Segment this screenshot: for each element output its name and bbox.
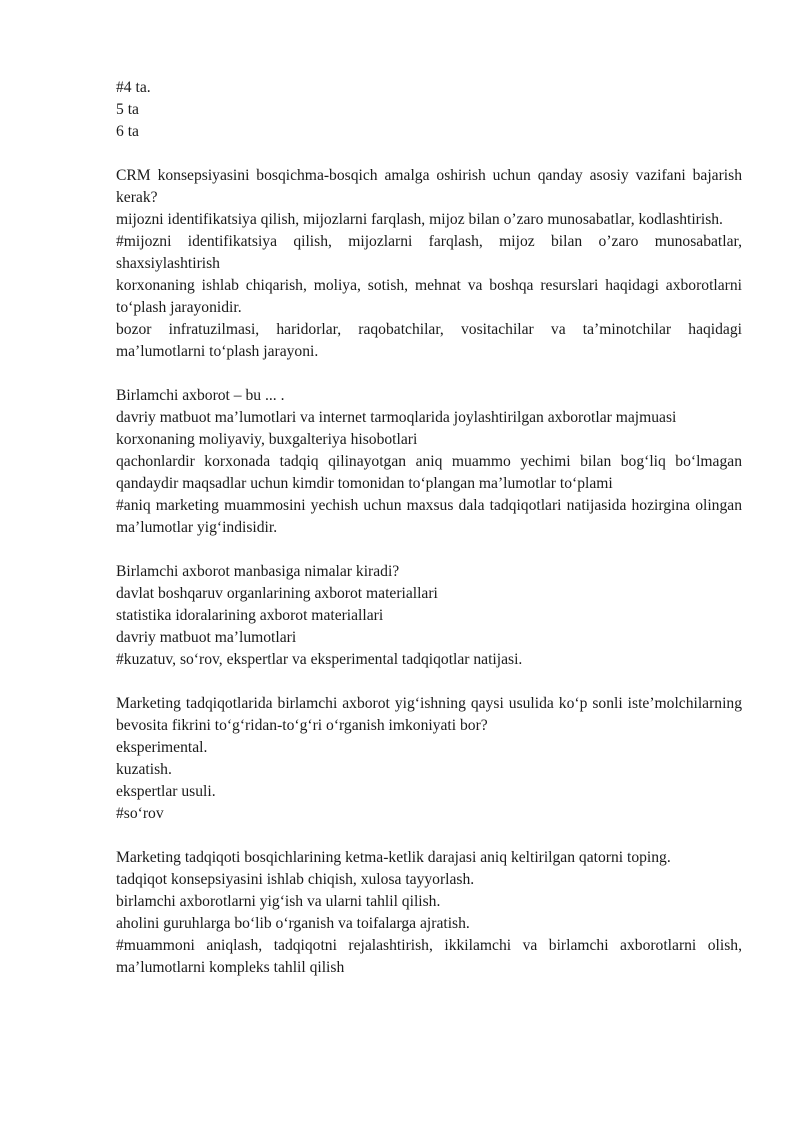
answer-option: aholini guruhlarga bo‘lib o‘rganish va toifalarga ajratish. xyxy=(116,915,470,932)
answer-option: statistika idoralarining axborot materiallari xyxy=(116,607,384,624)
answer-option: mijozni identifikatsiya qilish, mijozlarni farqlash, mijoz bilan o’zaro munosabatlar, kodlashtirish. xyxy=(116,211,723,228)
answer-option-correct: #muammoni aniqlash, tadqiqotni rejalashtirish, ikkilamchi va birlamchi axborotlarni olish, ma’lumotlarni kompleks tahlil qilish xyxy=(116,937,742,976)
answer-option: davriy matbuot ma’lumotlari va internet tarmoqlarida joylashtirilgan axborotlar majmuasi xyxy=(116,409,677,426)
answer-option: korxonaning moliyaviy, buxgalteriya hisobotlari xyxy=(116,431,418,448)
question-text: Birlamchi axborot manbasiga nimalar kiradi? xyxy=(116,563,400,580)
answer-option: davriy matbuot ma’lumotlari xyxy=(116,629,297,646)
document-page xyxy=(116,77,742,979)
answer-option: tadqiqot konsepsiyasini ishlab chiqish, xulosa tayyorlash. xyxy=(116,871,475,888)
answer-option: davlat boshqaruv organlarining axborot materiallari xyxy=(116,585,438,602)
answer-option-correct: #mijozni identifikatsiya qilish, mijozlarni farqlash, mijoz bilan o’zaro munosabatlar, shaxsiylashtirish xyxy=(116,233,742,272)
answer-option-correct: #so‘rov xyxy=(116,805,164,822)
answer-option: kuzatish. xyxy=(116,761,172,778)
answer-option: qachonlardir korxonada tadqiq qilinayotgan aniq muammo yechimi bilan bog‘liq bo‘lmagan qandaydir maqsadlar uchun kimdir tomonidan to‘plangan ma’lumotlar to‘plami xyxy=(116,453,742,492)
answer-option: eksperimental. xyxy=(116,739,208,756)
question-text: Marketing tadqiqotlarida birlamchi axborot yig‘ishning qaysi usulida ko‘p sonli iste’molchilarning bevosita fikrini to‘g‘ridan-to‘g‘ri o‘rganish imkoniyati bor? xyxy=(116,695,742,734)
answer-option: korxonaning ishlab chiqarish, moliya, sotish, mehnat va boshqa resurslari haqidagi axborotlarni to‘plash jarayonidir. xyxy=(116,277,742,316)
answer-option: birlamchi axborotlarni yig‘ish va ularni tahlil qilish. xyxy=(116,893,441,910)
answer-option: 5 ta xyxy=(116,101,139,118)
answer-option-correct: #aniq marketing muammosini yechish uchun maxsus dala tadqiqotlari natijasida hozirgina olingan ma’lumotlar yig‘indisidir. xyxy=(116,497,742,536)
question-text: Marketing tadqiqoti bosqichlarining ketma-ketlik darajasi aniq keltirilgan qatorni toping. xyxy=(116,849,671,866)
answer-option: ekspertlar usuli. xyxy=(116,783,216,800)
question-text: Birlamchi axborot – bu ... . xyxy=(116,387,285,404)
answer-option: 6 ta xyxy=(116,123,139,140)
answer-option: #4 ta. xyxy=(116,79,151,96)
answer-option-correct: #kuzatuv, so‘rov, ekspertlar va eksperimental tadqiqotlar natijasi. xyxy=(116,651,523,668)
question-text: CRM konsepsiyasini bosqichma-bosqich amalga oshirish uchun qanday asosiy vazifani bajarish kerak? xyxy=(116,167,742,206)
answer-option: bozor infratuzilmasi, haridorlar, raqobatchilar, vositachilar va ta’minotchilar haqidagi ma’lumotlarni to‘plash jarayoni. xyxy=(116,321,742,360)
